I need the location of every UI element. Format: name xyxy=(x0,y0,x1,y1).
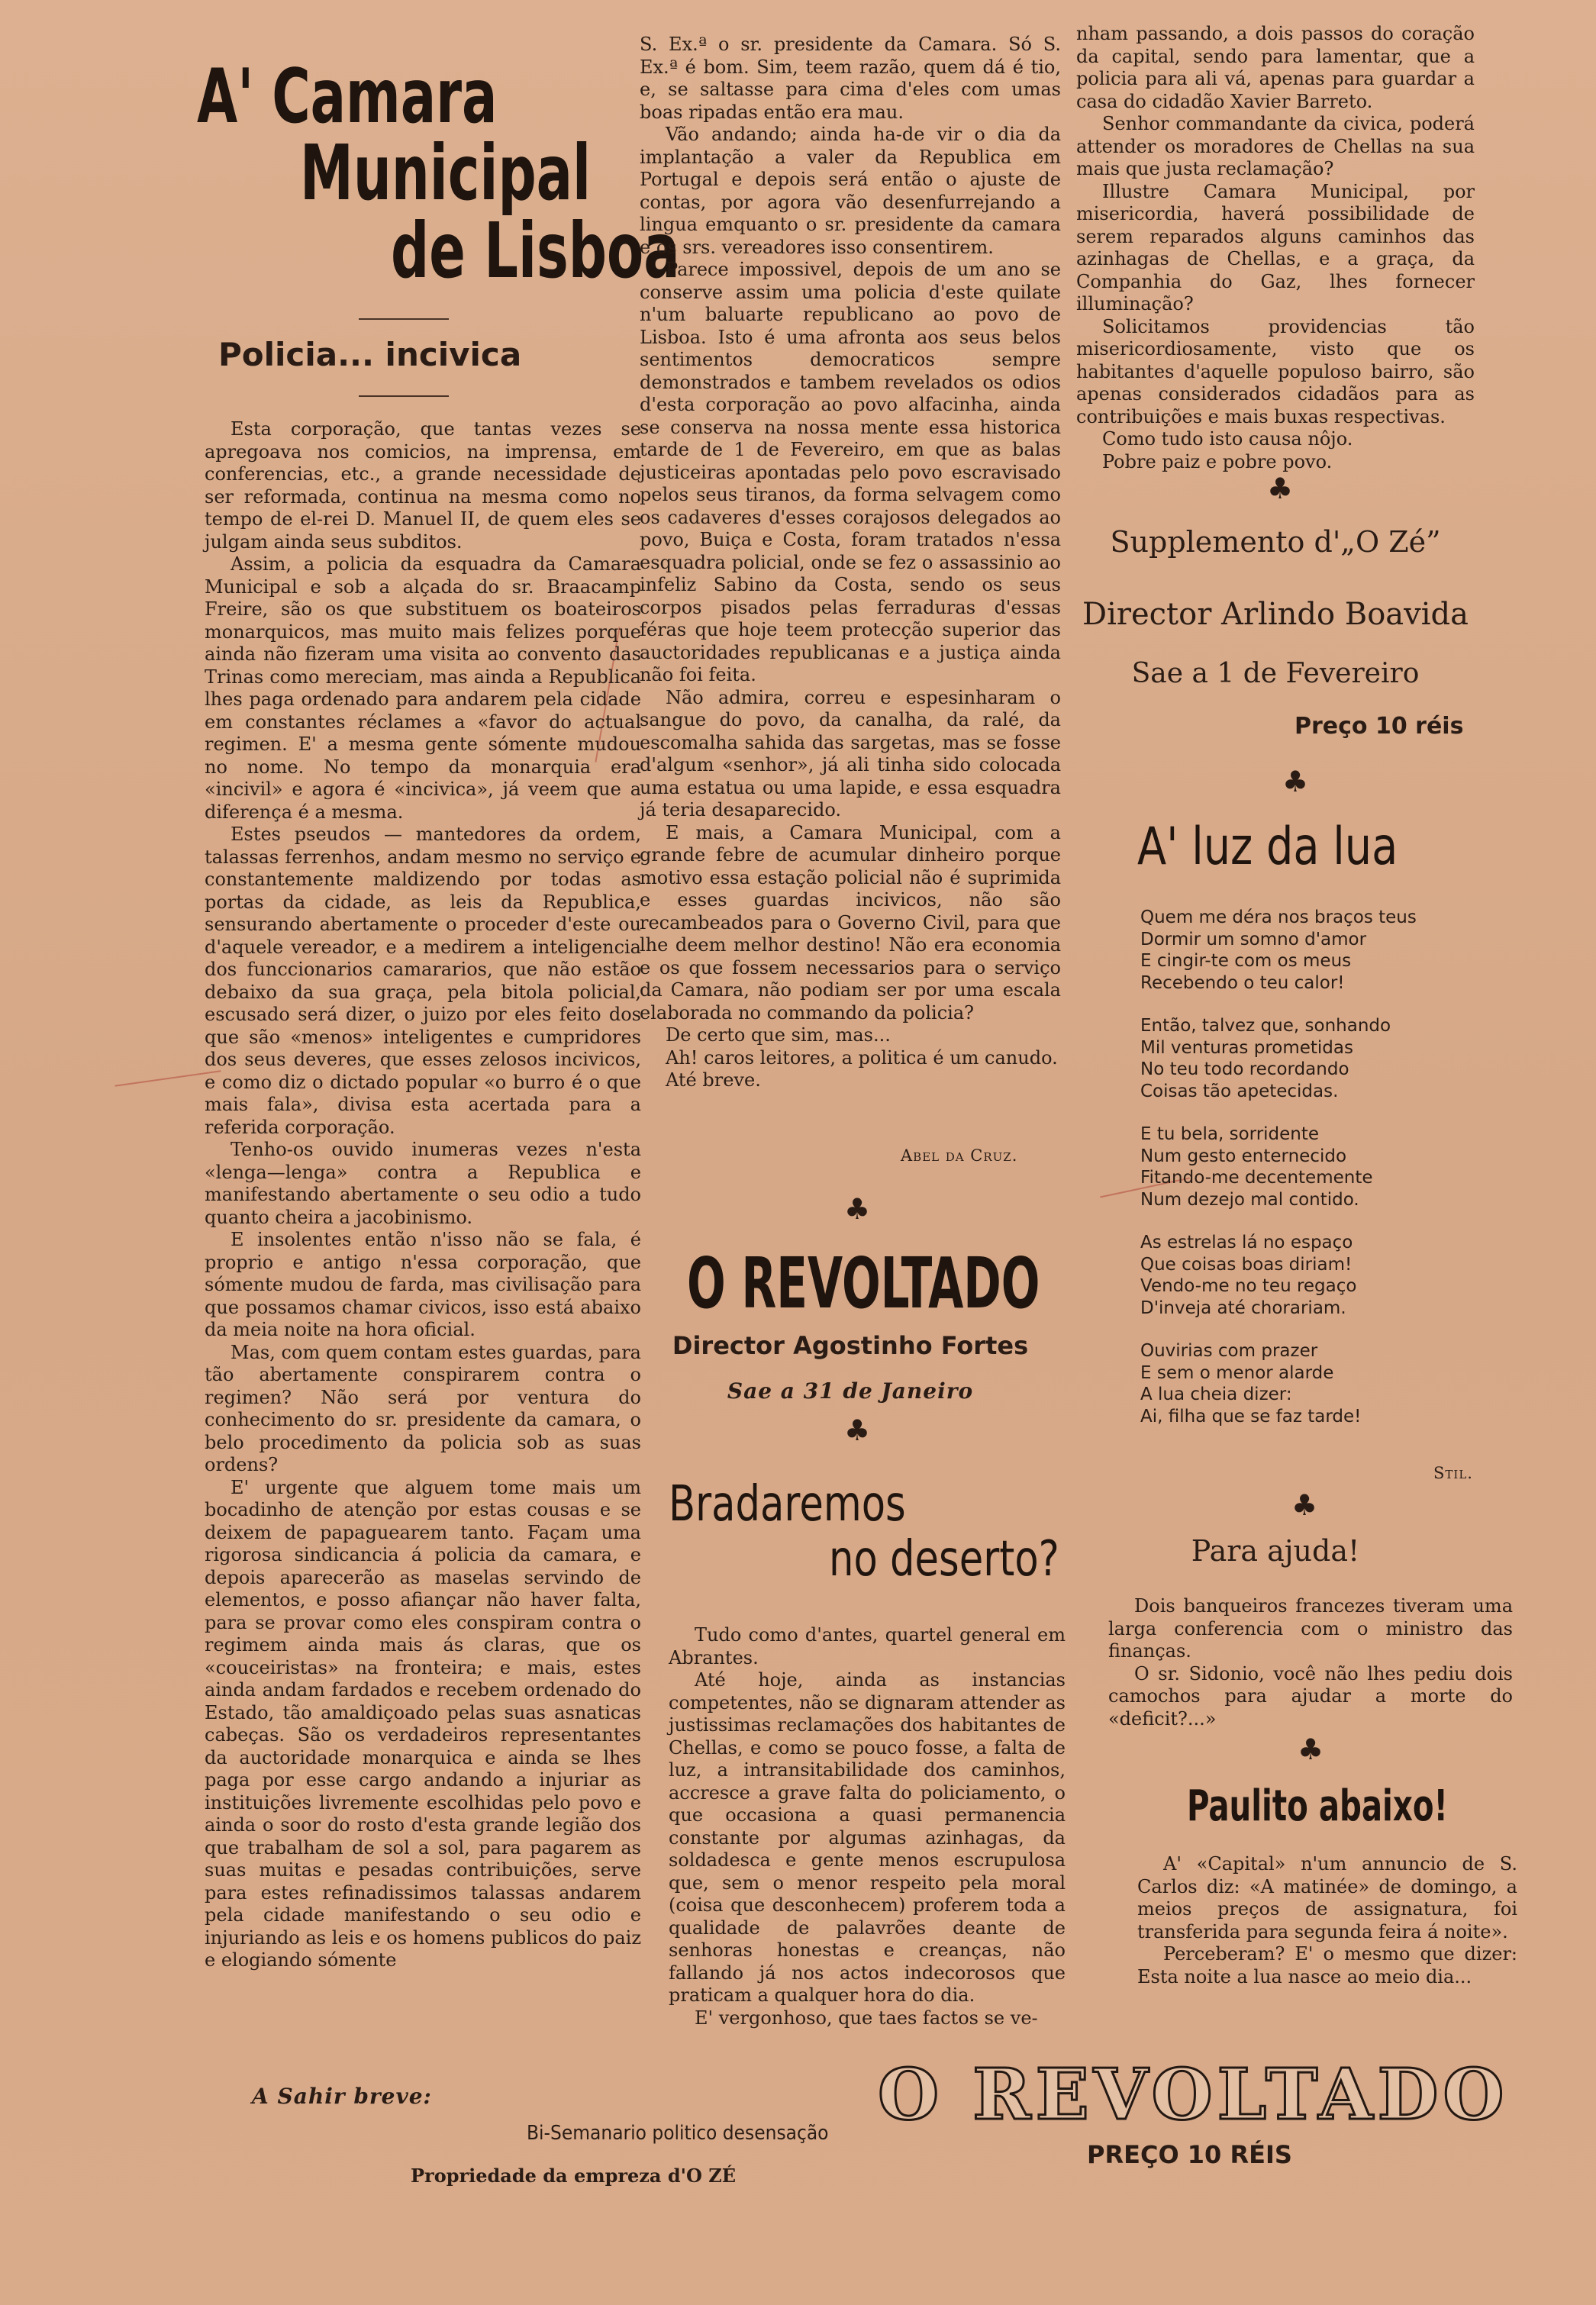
poem-line: As estrelas lá no espaço xyxy=(1140,1233,1353,1252)
poem-line: Recebendo o teu calor! xyxy=(1140,972,1345,993)
paragraph: Perceberam? E' o mesmo que dizer: Esta noite a lua nasce ao meio dia... xyxy=(1137,1943,1517,1987)
paragraph: Estes pseudos — mantedores da ordem, talassas ferrenhos, andam mesmo no serviço e constantemente maldizendo por todas as portas da cidade, as leis da Republica, sensurando abertamente o proceder d'este ou d'aquele vereador, e a medirem a inteligencia dos funccionarios camararios, que não estão debaixo da sua graça, pela bitola policial, escusado será dizer, o juizo por eles feito dos que são «menos» inteligentes e cumpridores dos seus deveres, que esses zelosos incivicos, e como diz o dictado popular «o burro é o que mais fala», divisa esta acertada para a referida corporação. xyxy=(205,824,641,1138)
paragraph: Não admira, correu e espesinharam o sangue do povo, da canalha, da ralé, da escomalha sahida das sargetas, mas se fosse d'algum «senhor», já ali tinha sido colocada uma estatua ou uma lapide, e essa esquadra já teria desaparecido. xyxy=(640,686,1061,820)
footer-propriedade: Propriedade da empreza d'O ZÉ xyxy=(411,2165,737,2187)
footer-bisemanario: Bi-Semanario politico desensação xyxy=(527,2122,829,2145)
footer-big-title: O REVOLTADO xyxy=(878,2053,1509,2136)
headline-line1: A' Camara xyxy=(197,53,498,140)
paragraph: E' vergonhoso, que taes factos se ve- xyxy=(695,2007,1038,2029)
paragraph: Pobre paiz e pobre povo. xyxy=(1102,450,1333,472)
revoltado-box-date: Sae a 31 de Janeiro xyxy=(727,1378,974,1404)
paragraph: E' urgente que alguem tome mais um bocadinho de atenção por estas cousas e se deixem de papaguearem tanto. Façam uma rigorosa sindicancia á policia da camara, e depois aparecerão as maselas servindo de elementos, e posso afiançar não haver falta, para se provar como eles conspiram contra o regimem ainda mais ás claras, que os «couceiristas» na fronteira; e mais, estes ainda andam fardados e recebem ordenado do Estado, tão amaldiçoado pelas suas asnaticas cabeças. São os verdadeiros representantes da auctoridade monarquica e ainda se lhes paga por esse cargo andando a injuriar as instituições livremente escolhidas pelo povo e ainda o soor do rosto d'esta grande legião dos que trabalham de sol a sol, para pagarem as suas muitas e pesadas contribuições, serve para estes refinadissimos talassas andarem pela cidade manifestando o seu odio e injuriando as leis e os homens publicos do paiz e elogiando sómente xyxy=(205,1476,641,1971)
paragraph: Esta corporação, que tantas vezes se apregoava nos comicios, na imprensa, em conferencias, etc., a grande necessidade de ser reformada, continua na mesma como no tempo de el-rei D. Manuel II, de quem eles se julgam ainda seus subditos. xyxy=(205,418,641,553)
poem-line: E cingir-te com os meus xyxy=(1140,951,1352,971)
poem-line: Fitando-me decentemente xyxy=(1140,1168,1373,1188)
paragraph: De certo que sim, mas... xyxy=(666,1024,891,1046)
paragraph: Tenho-os ouvido inumeras vezes n'esta «lenga—lenga» contra a Republica e manifestando abertamente o seu odio a tudo quanto cheira a jacobinismo. xyxy=(205,1139,641,1228)
paulito-title: Paulito abaixo! xyxy=(1187,1781,1448,1831)
poem-line: Mil venturas prometidas xyxy=(1140,1037,1353,1058)
author-signature: Abel da Cruz. xyxy=(901,1146,1018,1165)
paragraph: Solicitamos providencias tão misericordiosamente, visto que os habitantes d'aquelle populoso bairro, são apenas considerados cidadãos para as contribuições e mais buxas respectivas. xyxy=(1076,315,1475,427)
poem-body xyxy=(1140,907,1417,1449)
poem-line: Ouvirias com prazer xyxy=(1140,1341,1318,1361)
poem-line: No teu todo recordando xyxy=(1140,1059,1349,1079)
divider xyxy=(359,395,449,397)
poem-line: Num gesto enternecido xyxy=(1140,1146,1347,1166)
article-column-1 xyxy=(205,418,641,1972)
club-ornament-icon: ♣ xyxy=(844,1414,871,1447)
para-ajuda-title: Para ajuda! xyxy=(1191,1534,1360,1568)
club-ornament-icon: ♣ xyxy=(844,1192,871,1226)
article2-title-line1: Bradaremos xyxy=(669,1476,906,1533)
paragraph: Até hoje, ainda as instancias competentes, não se dignaram attender as justissimas reclamações dos habitantes de Chellas, e como se pouco fosse, a falta de luz, a intransitabilidade dos caminhos, accresce a grave falta do policiamento, o que occasiona a quasi permanencia constante por algumas azinhagas, da soldadesca e gente menos escrupulosa que, sem o menor respeito pela moral (coisa que desconhecem) proferem toda a qualidade de palavrões deante de senhoras honestas e creanças, não fallando já nos actos indecorosos que praticam a qualquer hora do dia. xyxy=(669,1669,1066,2006)
paragraph: Até breve. xyxy=(666,1069,761,1091)
revoltado-box-director: Director Agostinho Fortes xyxy=(672,1331,1029,1360)
paragraph: O sr. Sidonio, você não lhes pediu dois camochos para ajudar a morte do «deficit?...» xyxy=(1108,1662,1513,1730)
supplement-date: Sae a 1 de Fevereiro xyxy=(1131,658,1420,689)
poem-stanza xyxy=(1140,1340,1417,1427)
poem-signature: Stil. xyxy=(1433,1464,1473,1482)
club-ornament-icon: ♣ xyxy=(1267,472,1294,505)
paragraph: nham passando, a dois passos do coração da capital, sendo para lamentar, que a policia para ali vá, apenas para guardar a casa do cidadão Xavier Barreto. xyxy=(1076,23,1475,112)
poem-line: Que coisas boas diriam! xyxy=(1140,1254,1353,1275)
article-column-3 xyxy=(1076,23,1475,473)
poem-stanza xyxy=(1140,1015,1417,1102)
supplement-director: Director Arlindo Boavida xyxy=(1082,597,1469,632)
poem-stanza xyxy=(1140,907,1417,994)
paragraph: E mais, a Camara Municipal, com a grande febre de acumular dinheiro porque motivo essa estação policial não é suprimida e esses guardas incivicos, não são recambeados para o Governo Civil, para que lhe deem melhor destino! Não era economia e os que fossem necessarios para o serviço da Camara, não podiam ser por uma escala elaborada no commando da policia? xyxy=(640,821,1061,1024)
poem-line: Quem me déra nos braços teus xyxy=(1140,907,1417,927)
paragraph: Ah! caros leitores, a politica é um canudo. xyxy=(666,1046,1058,1069)
poem-line: D'inveja até chorariam. xyxy=(1140,1298,1346,1318)
headline-line3: de Lisboa xyxy=(391,206,680,295)
paragraph: Illustre Camara Municipal, por misericordia, haverá possibilidade de serem reparados alguns caminhos das azinhagas de Chellas, e a graça, da Companhia do Gaz, lhes fornecer illuminação? xyxy=(1076,180,1475,314)
paulito-body xyxy=(1137,1853,1517,1988)
club-ornament-icon: ♣ xyxy=(1298,1733,1324,1766)
club-ornament-icon: ♣ xyxy=(1282,765,1309,798)
footer-price: PREÇO 10 RÉIS xyxy=(1087,2140,1292,2169)
poem-stanza xyxy=(1140,1123,1417,1211)
supplement-title: Supplemento d'„O Zé” xyxy=(1110,525,1441,559)
paragraph: Senhor commandante da civica, poderá attender os moradores de Chellas na sua mais que justa reclamação? xyxy=(1076,113,1475,179)
poem-line: Coisas tão apetecidas. xyxy=(1140,1081,1339,1101)
headline-line2: Municipal xyxy=(300,128,592,218)
poem-line: Vendo-me no teu regaço xyxy=(1140,1276,1357,1296)
paragraph: E insolentes então n'isso não se fala, é proprio e antigo n'essa corporação, que sómente mudou de farda, mas civilisação para que possamos chamar civicos, isso está abaixo da meia noite na hora oficial. xyxy=(205,1229,641,1340)
article-subtitle: Policia... incivica xyxy=(218,336,522,373)
para-ajuda-body xyxy=(1108,1595,1513,1730)
article-column-2 xyxy=(640,34,1061,1092)
poem-title: A' luz da lua xyxy=(1137,817,1398,877)
paragraph: Assim, a policia da esquadra da Camara Municipal e sob a alçada do sr. Braacamp Freire, são os que substituem os boateiros monarquicos, mas muito mais felizes porque ainda não fizeram uma visita ao convento das Trinas como mereciam, mas ainda a Republica lhes paga ordenado para andarem pela cidade em constantes réclames a «favor do actual regimen. E' a mesma gente sómente mudou no nome. No tempo da monarquia era «incivil» e agora é «incivica», já veem que a diferença é a mesma. xyxy=(205,553,641,823)
paragraph: S. Ex.ª o sr. presidente da Camara. Só S. Ex.ª é bom. Sim, teem razão, quem dá é tio, e, se saltasse para cima d'eles com umas boas ripadas então era mau. xyxy=(640,34,1061,123)
poem-stanza xyxy=(1140,1232,1417,1319)
poem-line: E sem o menor alarde xyxy=(1140,1362,1334,1383)
divider xyxy=(359,318,449,320)
poem-line: E tu bela, sorridente xyxy=(1140,1124,1320,1144)
paragraph: Tudo como d'antes, quartel general em Abrantes. xyxy=(669,1624,1066,1668)
paragraph: Como tudo isto causa nôjo. xyxy=(1102,428,1353,450)
club-ornament-icon: ♣ xyxy=(1291,1488,1318,1522)
poem-line: Então, talvez que, sonhando xyxy=(1140,1016,1391,1036)
poem-line: Dormir um somno d'amor xyxy=(1140,929,1367,949)
poem-line: Ai, filha que se faz tarde! xyxy=(1140,1406,1362,1427)
poem-line: Num dezejo mal contido. xyxy=(1140,1189,1359,1210)
poem-line: A lua cheia dizer: xyxy=(1140,1385,1292,1404)
revoltado-box-title: O REVOLTADO xyxy=(687,1243,1040,1324)
supplement-price: Preço 10 réis xyxy=(1295,713,1464,740)
paragraph: A' «Capital» n'um annuncio de S. Carlos diz: «A matinée» de domingo, a meios preços de assignatura, foi transferida para segunda feira á noite». xyxy=(1137,1853,1517,1942)
article2-title-line2: no deserto? xyxy=(829,1531,1059,1588)
paragraph: Vão andando; ainda ha-de vir o dia da implantação a valer da Republica em Portugal e depois será então o ajuste de contas, por agora vão desenfurrejando a lingua emquanto o sr. presidente da camara e os srs. vereadores isso consentirem. xyxy=(640,124,1061,258)
paragraph: Dois banqueiros francezes tiveram uma larga conferencia com o ministro das finanças. xyxy=(1108,1595,1513,1662)
paragraph: Parece impossivel, depois de um ano se conserve assim uma policia d'este quilate n'um baluarte republicano ao povo de Lisboa. Isto é uma afronta aos seus belos sentimentos democraticos sempre demonstrados e tambem revelados os odios d'esta corporação ao povo alfacinha, ainda se conserva na nossa mente essa historica tarde de 1 de Fevereiro, em que as balas justiceiras apontadas pelo povo escravisado pelos seus tiranos, da forma selvagem como os cadaveres d'esses corajosos delegados ao povo, Buiça e Costa, foram tratados n'essa esquadra policial, onde se fez o assassinio ao infeliz Sabino da Costa, sendo os seus corpos pisados pelas ferraduras d'essas féras que hoje teem protecção superior das auctoridades republicanas e a justiça ainda não foi feita. xyxy=(640,259,1061,685)
paragraph: Mas, com quem contam estes guardas, para tão abertamente conspirarem contra o regimen? Não será por ventura do conhecimento do sr. presidente da camara, o belo procedimento da policia sob as suas ordens? xyxy=(205,1341,641,1475)
footer-a-sahir: A Sahir breve: xyxy=(252,2084,432,2109)
article2-body xyxy=(669,1624,1066,2029)
